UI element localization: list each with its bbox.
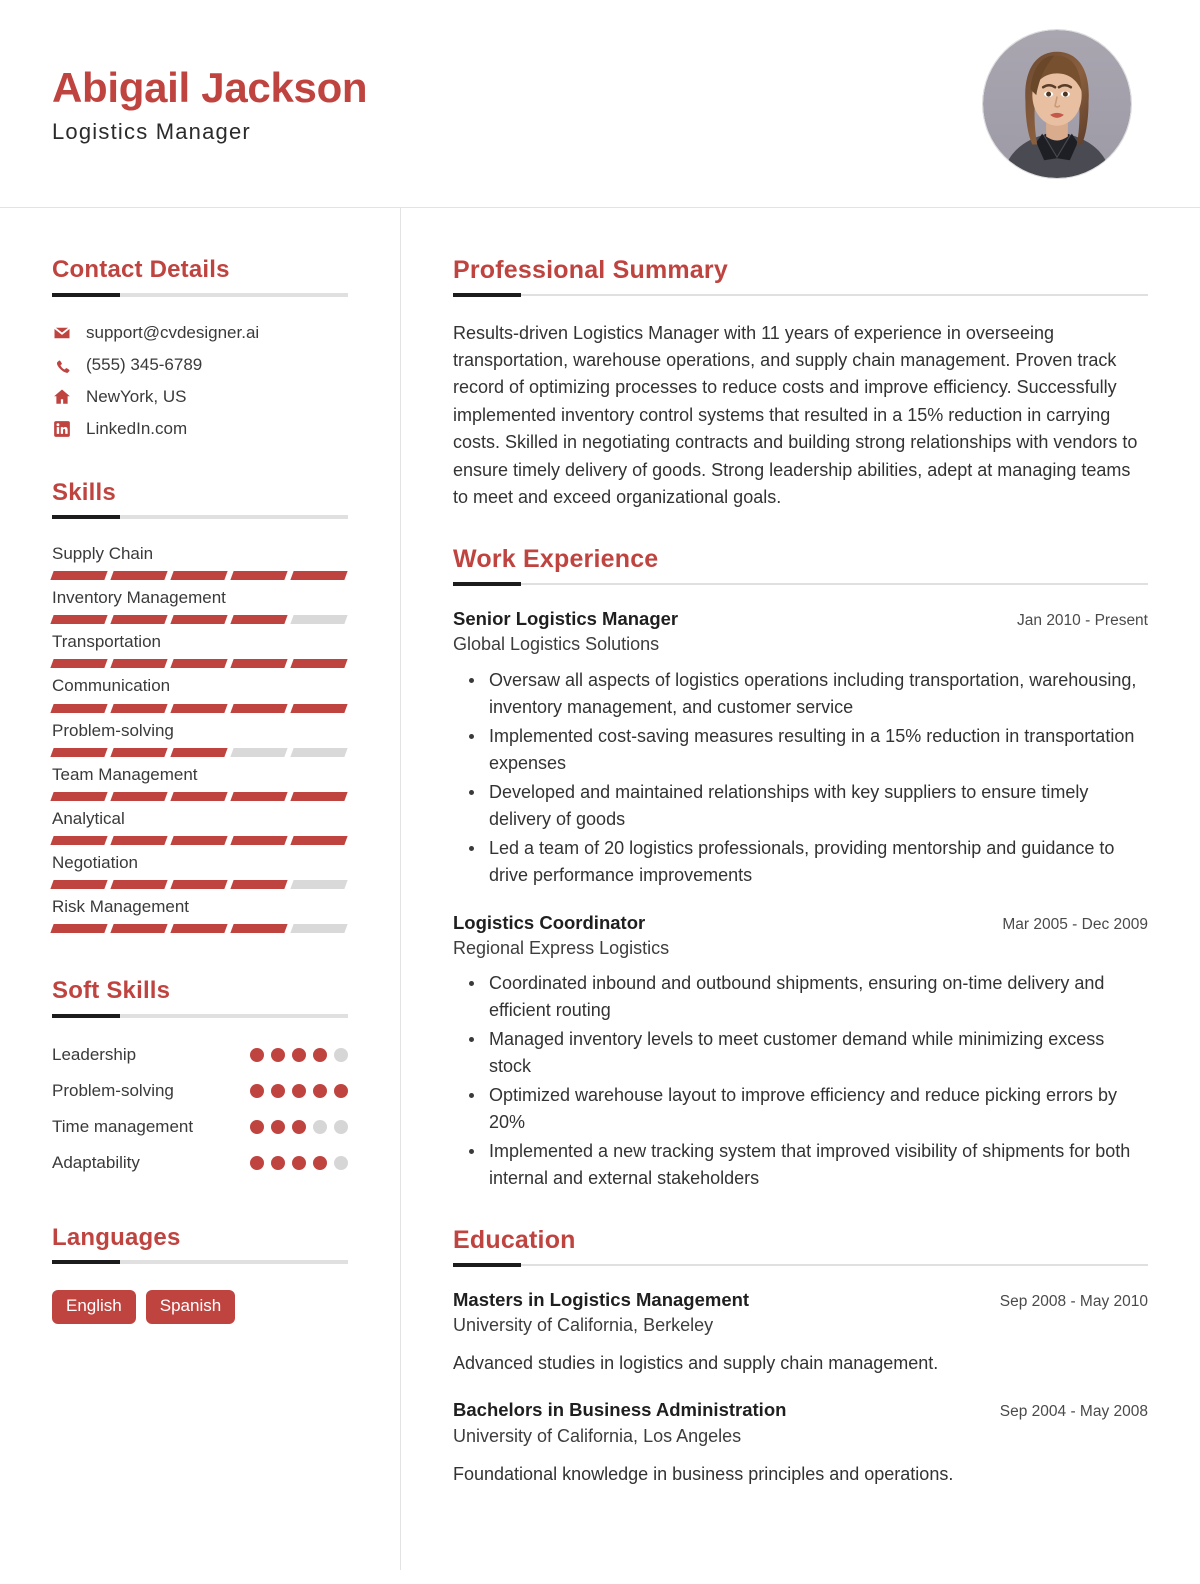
main-column [401,208,1200,1584]
contact-value-linkedin: LinkedIn.com [86,418,188,438]
sidebar-column [0,208,400,1584]
language-pill[interactable]: Spanish [146,1290,235,1323]
soft-skill-label: Adaptability [52,1152,140,1172]
section-skills [52,479,348,933]
section-heading: Professional Summary [453,256,728,284]
skill-level-bar [52,924,346,933]
skill-level-bar [52,659,346,668]
rating-dot [271,1084,285,1098]
soft-skill-label: Leadership [52,1044,137,1064]
skill-bar-segment [230,571,287,580]
resume-body [0,208,1200,1584]
entry-bullet-list [453,970,1148,1192]
rating-dot [250,1084,264,1098]
section-professional-summary [453,256,1148,511]
job-title: Logistics Manager [52,119,251,145]
rating-dot [313,1084,327,1098]
resume-header [0,0,1200,208]
soft-skill-rating [250,1044,348,1062]
skill-label: Problem-solving [52,720,174,740]
skill-bar-segment [290,836,347,845]
home-icon [52,387,72,407]
contact-item-linkedin[interactable] [52,419,348,439]
skill-label: Inventory Management [52,588,226,608]
entry-title: Logistics Coordinator [453,911,646,933]
section-rule [453,583,1148,585]
skill-bar-segment [50,924,107,933]
soft-skill-row [52,1044,348,1070]
entry-header [453,911,1148,934]
entry-date: Jan 2010 - Present [1017,612,1148,630]
skill-level-bar [52,615,346,624]
section-rule [453,294,1148,296]
rating-dot [334,1120,348,1134]
section-work-experience [453,545,1148,1192]
entry-organization: University of California, Berkeley [453,1314,714,1335]
skill-bar-segment [170,924,227,933]
resume-entry [453,607,1148,889]
contact-value-location: NewYork, US [86,386,187,406]
section-heading: Languages [52,1223,181,1251]
skill-label: Communication [52,676,171,696]
languages-list [52,1290,348,1323]
header-identity [52,62,367,145]
skill-bar-segment [50,792,107,801]
entry-bullet: Managed inventory levels to meet customer demand while minimizing excess stock [489,1026,1148,1080]
skill-bar-segment [170,836,227,845]
contact-list [52,323,348,439]
soft-skills-list [52,1044,348,1178]
phone-icon [52,355,72,375]
contact-value-phone: (555) 345-6789 [86,354,203,374]
profile-photo [982,29,1132,179]
rating-dot [313,1048,327,1062]
skill-label: Supply Chain [52,544,154,564]
skill-bar-segment [110,748,167,757]
soft-skill-rating [250,1080,348,1098]
entry-description: Advanced studies in logistics and supply chain management. [453,1353,939,1374]
rating-dot [334,1084,348,1098]
rating-dot [292,1156,306,1170]
soft-skill-row [52,1116,348,1142]
entry-description: Foundational knowledge in business principles and operations. [453,1463,954,1484]
section-soft-skills [52,977,348,1178]
skill-bar-segment [50,571,107,580]
skill-bar-segment [290,659,347,668]
skill-bar-segment [110,880,167,889]
skill-level-bar [52,836,346,845]
section-languages [52,1224,348,1324]
soft-skill-label: Problem-solving [52,1080,174,1100]
skill-item [52,675,348,712]
section-rule [52,1260,348,1264]
section-heading: Work Experience [453,545,659,574]
entry-bullet: Implemented cost-saving measures resulting in a 15% reduction in transportation expenses [489,723,1148,777]
rating-dot [271,1048,285,1062]
skill-label: Transportation [52,632,161,652]
language-pill[interactable]: English [52,1290,136,1323]
skill-bar-segment [230,615,287,624]
entry-organization: University of California, Los Angeles [453,1425,742,1446]
rating-dot [250,1120,264,1134]
skill-item [52,587,348,624]
skill-bar-segment [50,659,107,668]
skill-bar-segment [170,748,227,757]
skill-item [52,631,348,668]
entry-bullet-list [453,667,1148,889]
skill-level-bar [52,704,346,713]
rating-dot [313,1120,327,1134]
skill-item [52,543,348,580]
section-heading: Soft Skills [52,977,171,1005]
rating-dot [334,1156,348,1170]
skill-bar-segment [170,615,227,624]
work-entries [453,607,1148,1192]
entry-date: Sep 2004 - May 2008 [999,1403,1148,1421]
skill-level-bar [52,748,346,757]
skill-bar-segment [110,836,167,845]
linkedin-icon [52,419,72,439]
soft-skill-rating [250,1152,348,1170]
soft-skill-label: Time management [52,1116,194,1136]
section-education [453,1226,1148,1487]
entry-title: Bachelors in Business Administration [453,1399,787,1421]
entry-organization: Global Logistics Solutions [453,634,660,655]
section-heading: Skills [52,478,116,506]
skill-bar-segment [230,836,287,845]
section-rule [453,1264,1148,1266]
skill-bar-segment [170,880,227,889]
skill-bar-segment [230,748,287,757]
entry-title: Senior Logistics Manager [453,608,679,630]
skill-bar-segment [290,748,347,757]
skill-bar-segment [170,659,227,668]
entry-header [453,607,1148,630]
skill-label: Analytical [52,808,125,828]
entry-header [453,1288,1148,1311]
entry-title: Masters in Logistics Management [453,1288,750,1310]
skill-level-bar [52,880,346,889]
summary-text: Results-driven Logistics Manager with 11 years of experience in overseeing transportation, warehouse operations, and supply chain management. Proven track record of optimizing processes to reduce costs and improve efficiency. Successfully implemented inventory control systems that resulted in a 15% reduction in carrying costs. Skilled in negotiating contracts and building strong relationships with vendors to ensure timely delivery of goods. Strong leadership abilities, adept at managing teams to meet and exceed organizational goals. [453,322,1138,507]
skill-bar-segment [50,748,107,757]
section-heading: Education [453,1226,576,1255]
envelope-icon [52,323,72,343]
skill-bar-segment [290,615,347,624]
skill-bar-segment [230,924,287,933]
entry-bullet: Optimized warehouse layout to improve efficiency and reduce picking errors by 20% [489,1082,1148,1136]
skill-bar-segment [290,792,347,801]
entry-organization: Regional Express Logistics [453,937,670,958]
rating-dot [271,1120,285,1134]
skill-bar-segment [290,880,347,889]
contact-item-email[interactable] [52,323,348,343]
rating-dot [250,1156,264,1170]
skill-bar-segment [50,615,107,624]
rating-dot [334,1048,348,1062]
skill-bar-segment [230,704,287,713]
contact-item-location[interactable] [52,387,348,407]
resume-entry [453,1288,1148,1377]
entry-bullet: Oversaw all aspects of logistics operations including transportation, warehousing, inventory management, and customer service [489,667,1148,721]
entry-date: Sep 2008 - May 2010 [999,1292,1148,1310]
soft-skill-row [52,1080,348,1106]
section-rule [52,1014,348,1018]
soft-skill-row [52,1152,348,1178]
entry-date: Mar 2005 - Dec 2009 [1002,915,1148,933]
skill-item [52,808,348,845]
skill-bar-segment [230,880,287,889]
skill-level-bar [52,571,346,580]
skill-bar-segment [230,659,287,668]
skill-level-bar [52,792,346,801]
full-name: Abigail Jackson [52,63,368,111]
rating-dot [292,1084,306,1098]
rating-dot [313,1156,327,1170]
rating-dot [250,1048,264,1062]
skill-item [52,764,348,801]
skill-bar-segment [50,836,107,845]
skill-bar-segment [290,704,347,713]
skill-label: Negotiation [52,852,139,872]
skill-bar-segment [230,792,287,801]
section-rule [52,515,348,519]
entry-header [453,1398,1148,1421]
skill-bar-segment [170,792,227,801]
skill-label: Team Management [52,764,198,784]
skill-item [52,720,348,757]
skill-bar-segment [110,792,167,801]
education-entries [453,1288,1148,1487]
skill-label: Risk Management [52,896,190,916]
rating-dot [292,1120,306,1134]
rating-dot [292,1048,306,1062]
skill-bar-segment [110,615,167,624]
contact-item-phone[interactable] [52,355,348,375]
section-contact-details [52,256,348,439]
entry-bullet: Led a team of 20 logistics professionals, providing mentorship and guidance to drive performance improvements [489,835,1148,889]
skill-bar-segment [170,571,227,580]
resume-entry [453,911,1148,1193]
resume-entry [453,1398,1148,1487]
skill-bar-segment [50,880,107,889]
skill-bar-segment [110,659,167,668]
entry-bullet: Coordinated inbound and outbound shipments, ensuring on-time delivery and efficient routing [489,970,1148,1024]
entry-bullet: Implemented a new tracking system that improved visibility of shipments for both internal and external stakeholders [489,1138,1148,1192]
skills-list [52,543,348,933]
soft-skill-rating [250,1116,348,1134]
skill-bar-segment [290,924,347,933]
contact-value-email: support@cvdesigner.ai [86,322,260,342]
skill-bar-segment [110,924,167,933]
entry-bullet: Developed and maintained relationships with key suppliers to ensure timely delivery of goods [489,779,1148,833]
section-rule [52,293,348,297]
section-heading: Contact Details [52,256,230,283]
rating-dot [271,1156,285,1170]
skill-item [52,896,348,933]
skill-bar-segment [110,571,167,580]
skill-bar-segment [170,704,227,713]
skill-bar-segment [50,704,107,713]
skill-item [52,852,348,889]
skill-bar-segment [110,704,167,713]
skill-bar-segment [290,571,347,580]
